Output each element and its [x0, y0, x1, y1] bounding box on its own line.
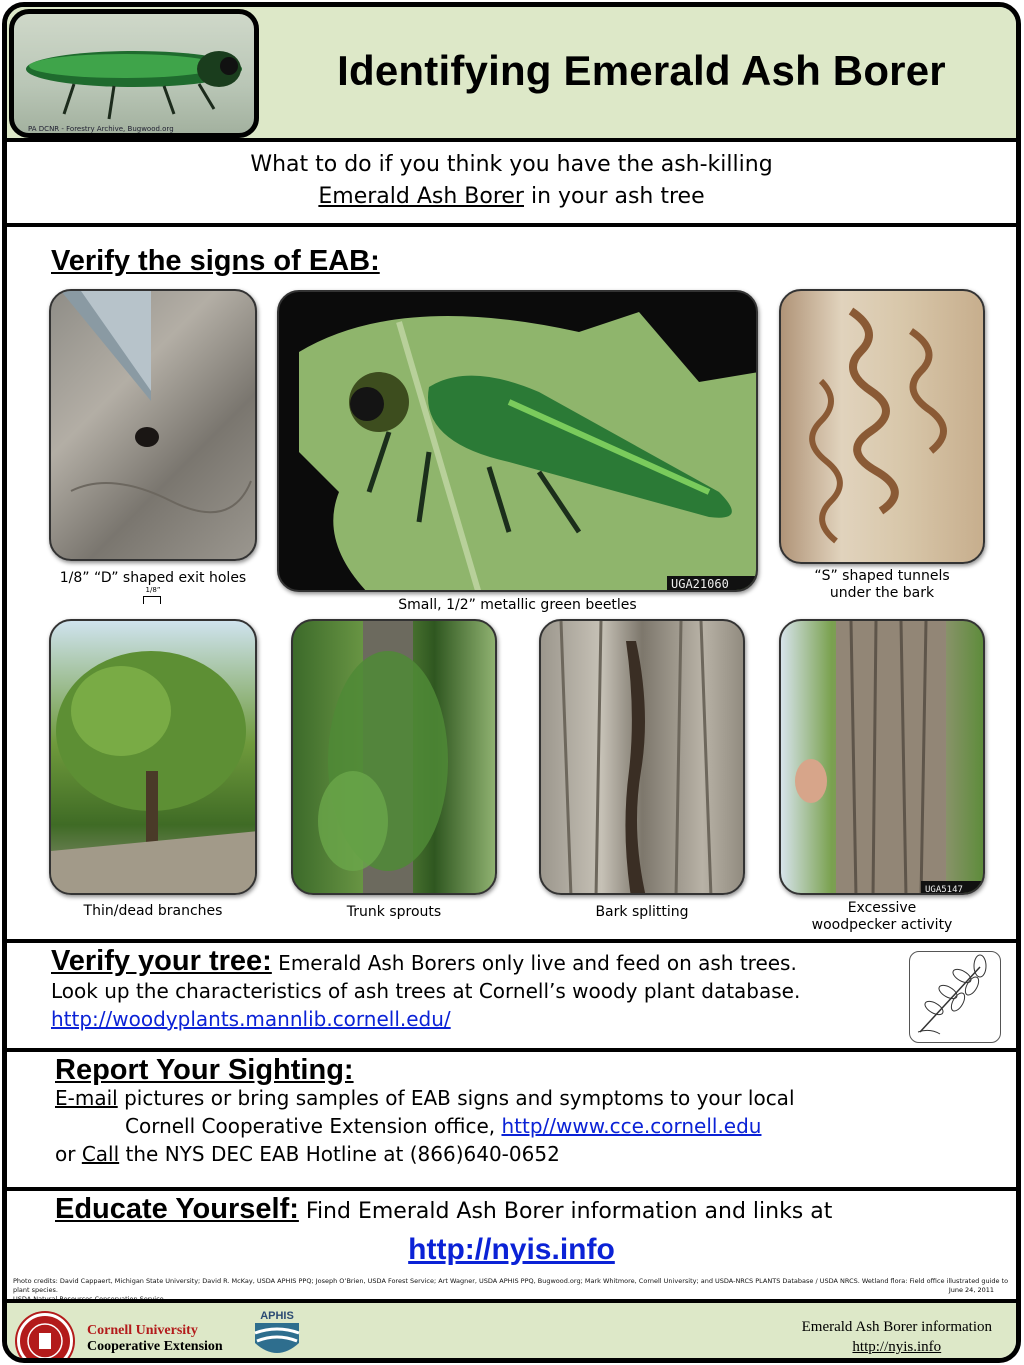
aphis-shield-icon	[247, 1307, 307, 1363]
subtitle-rest: in your ash tree	[523, 184, 705, 209]
cornell-seal-icon	[17, 1313, 73, 1363]
sprouts-illustration	[293, 621, 497, 895]
email-label[interactable]: E-mail	[55, 1086, 118, 1110]
ash-leaf-icon	[910, 952, 999, 1041]
caption-tunnels-line1: “S” shaped tunnels	[814, 568, 950, 584]
subtitle-line1: What to do if you think you have the ash-killing	[250, 152, 773, 177]
beetle-illustration	[14, 14, 254, 134]
signs-heading: Verify the signs of EAB:	[51, 245, 380, 277]
tunnel-photo	[779, 289, 985, 564]
dead-branches-photo	[49, 619, 257, 895]
bark-splitting-photo	[539, 619, 745, 895]
seal-emblem	[20, 1316, 70, 1363]
caption-branches: Thin/dead branches	[83, 903, 223, 919]
header-banner	[7, 7, 1016, 142]
woodpecker-photo	[779, 619, 985, 895]
verify-tree-text2: Look up the characteristics of ash trees at Cornell’s woody plant database.	[51, 979, 801, 1003]
exit-hole-photo	[49, 289, 257, 561]
cornell-line2: Cooperative Extension	[87, 1339, 223, 1354]
date-label: June 24, 2011	[948, 1286, 994, 1294]
tunnel-illustration	[781, 291, 985, 564]
report-line1	[55, 1084, 955, 1112]
cornell-logo-text	[87, 1323, 223, 1355]
woody-plants-link[interactable]: http://woodyplants.mannlib.cornell.edu/	[51, 1007, 451, 1031]
verify-tree-heading: Verify your tree:	[51, 945, 272, 977]
caption-exit-holes: 1/8” “D” shaped exit holes	[59, 570, 247, 586]
footer-info-link[interactable]: http://nyis.info	[852, 1339, 942, 1355]
scale-bar	[143, 596, 161, 604]
caption-woodpecker	[779, 900, 985, 934]
beetle-leaf-illustration	[279, 292, 758, 592]
subtitle-eab: Emerald Ash Borer	[318, 184, 524, 209]
footer-info-line1: Emerald Ash Borer information	[801, 1319, 992, 1335]
divider-1	[7, 939, 1016, 943]
verify-tree-line1	[51, 947, 901, 977]
trunk-sprouts-photo	[291, 619, 497, 895]
report-or: or	[55, 1142, 82, 1166]
caption-woodpecker-line2: woodpecker activity	[811, 917, 953, 933]
scale-label: 1/8”	[145, 586, 161, 594]
divider-2	[7, 1048, 1016, 1052]
poster-frame	[2, 2, 1021, 1363]
footer-info	[802, 1317, 992, 1357]
caption-woodpecker-line1: Excessive	[847, 900, 917, 916]
report-section	[55, 1056, 955, 1168]
footer-banner	[7, 1299, 1016, 1363]
report-text1: pictures or bring samples of EAB signs and symptoms to your local	[117, 1086, 795, 1110]
subtitle	[7, 149, 1016, 227]
beetle-photo	[277, 290, 758, 592]
caption-splitting: Bark splitting	[595, 904, 689, 920]
caption-tunnels-line2: under the bark	[829, 585, 935, 601]
beetle-header-photo	[9, 9, 259, 138]
ash-leaf-illustration	[909, 951, 1001, 1043]
verify-tree-section	[51, 947, 901, 1033]
photo-credit: PA DCNR - Forestry Archive, Bugwood.org	[28, 125, 174, 133]
tree-illustration	[51, 621, 257, 895]
divider-3	[7, 1187, 1016, 1191]
woodpecker-illustration	[781, 621, 985, 895]
caption-sprouts: Trunk sprouts	[346, 904, 442, 920]
report-line2	[55, 1112, 955, 1140]
woodpecker-watermark: UGA5147	[925, 885, 963, 895]
report-heading: Report Your Sighting:	[55, 1054, 354, 1086]
caption-tunnels	[779, 568, 985, 602]
bark-split-illustration	[541, 621, 745, 895]
cornell-line1: Cornell University	[87, 1323, 198, 1338]
beetle-watermark: UGA21060	[671, 577, 729, 591]
page-title: Identifying Emerald Ash Borer	[337, 47, 946, 94]
report-text2: Cornell Cooperative Extension office,	[125, 1114, 502, 1138]
subtitle-line2	[7, 181, 1016, 213]
aphis-label: APHIS	[260, 1310, 294, 1322]
educate-heading: Educate Yourself:	[55, 1193, 299, 1225]
aphis-logo	[247, 1307, 307, 1363]
photo-credits-line1: Photo credits: David Cappaert, Michigan State University; David R. McKay, USDA APHIS PPQ; Joseph O’Brien, USDA Forest Service; Art Wagner, USDA APHIS PPQ, Bugwood.org; Mark Whitmore, Cornell University; and USDA-NRCS PLANTS Database / USDA NRCS. Wetland flora: Field office illustrated guide to plant species.	[13, 1277, 1009, 1294]
report-line3	[55, 1140, 955, 1168]
educate-text: Find Emerald Ash Borer information and links at	[298, 1199, 833, 1224]
caption-beetles: Small, 1/2” metallic green beetles	[398, 597, 637, 613]
report-text3: the NYS DEC EAB Hotline at (866)640-0652	[119, 1142, 560, 1166]
cce-link[interactable]: http//www.cce.cornell.edu	[501, 1114, 762, 1138]
verify-tree-text1: Emerald Ash Borers only live and feed on ash trees.	[271, 951, 797, 975]
call-label[interactable]: Call	[81, 1142, 120, 1166]
nyis-link[interactable]: http://nyis.info	[408, 1233, 615, 1266]
exit-hole-illustration	[51, 291, 257, 561]
educate-section	[55, 1195, 955, 1226]
